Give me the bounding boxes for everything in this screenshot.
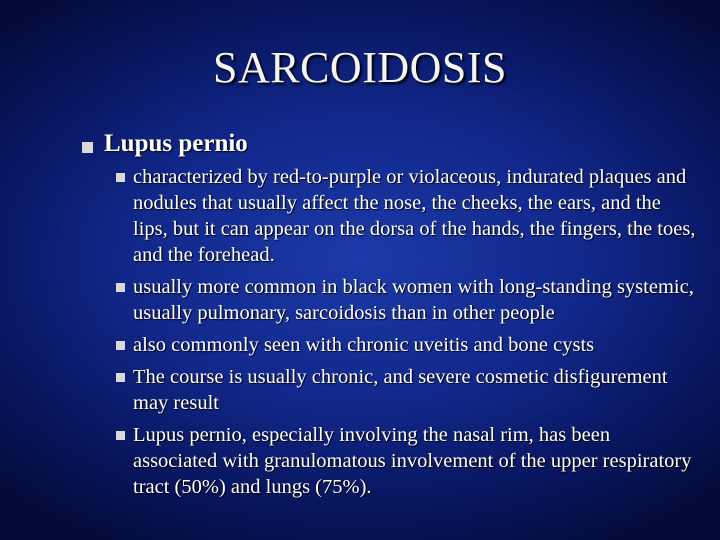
sub-bullet: [116, 422, 696, 500]
sub-bullet-text: Lupus pernio, especially involving the nasal rim, has been associated with granulomatous involvement of the upper respiratory tract (50%) and lungs (75%).: [133, 424, 692, 498]
slide-title: SARCOIDOSIS: [212, 43, 507, 92]
square-bullet-icon: [116, 283, 125, 292]
sub-bullet-text: usually more common in black women with long-standing systemic, usually pulmonary, sarcoidosis than in other people: [133, 276, 694, 324]
sub-bullet: [116, 164, 696, 268]
square-bullet-icon: [116, 173, 125, 182]
square-bullet-icon: [116, 373, 125, 382]
sub-bullet-text: The course is usually chronic, and severe cosmetic disfigurement may result: [133, 366, 668, 414]
sub-bullet-text: characterized by red-to-purple or violaceous, indurated plaques and nodules that usually affect the nose, the cheeks, the ears, and the lips, but it can appear on the dorsa of the hands, the fingers, the toes, and the forehead.: [133, 166, 696, 266]
sub-bullet: [116, 364, 696, 416]
sub-bullet: [116, 332, 696, 358]
main-bullet-text: Lupus pernio: [104, 130, 248, 157]
square-bullet-icon: [82, 142, 93, 153]
square-bullet-icon: [116, 341, 125, 350]
sub-bullet-list: [116, 164, 696, 506]
sub-bullet-text: also commonly seen with chronic uveitis and bone cysts: [133, 334, 595, 356]
sub-bullet: [116, 274, 696, 326]
square-bullet-icon: [116, 431, 125, 440]
